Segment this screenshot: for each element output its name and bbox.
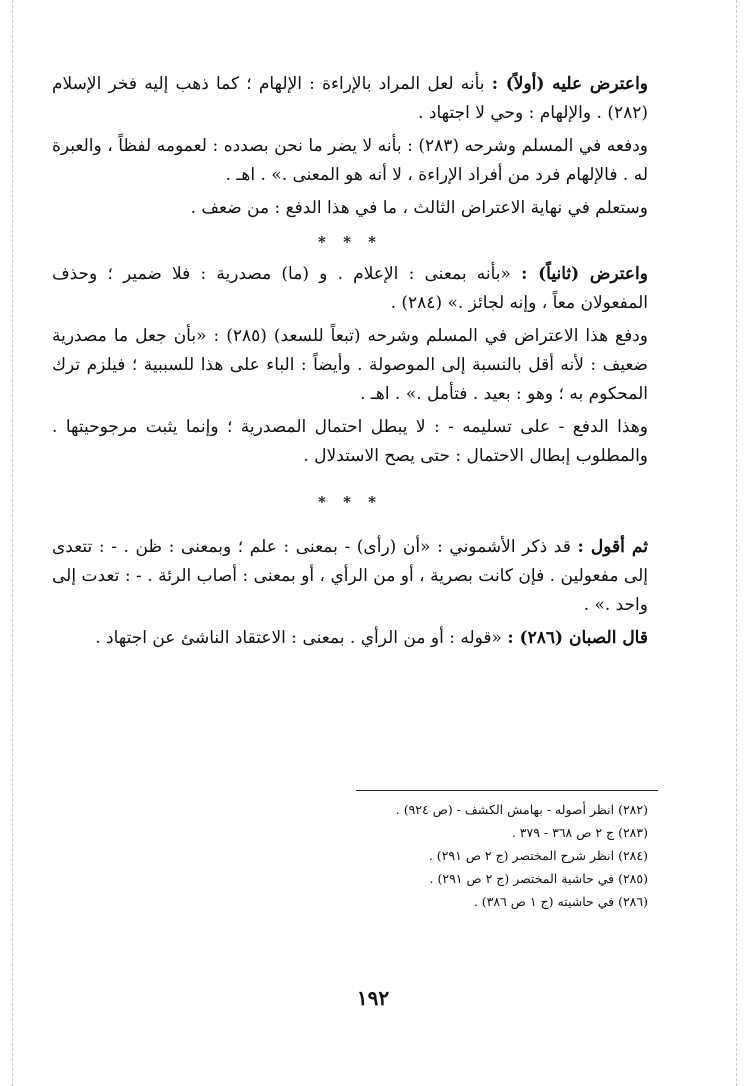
paragraph-text: بأنه لعل المراد بالإراءة : الإلهام ؛ كما ذهب إليه فخر الإسلام (٢٨٢) . والإلهام : وحي لا اجتهاد .: [52, 74, 648, 123]
paragraph-lead: واعترض عليه (أولاً) :: [491, 74, 648, 94]
paragraph-text: ودفعه في المسلم وشرحه (٢٨٣) : بأنه لا يضر ما نحن بصدده : لعمومه لفظاً ، والعبرة له . فالإلهام فرد من أفراد الإراءة ، لا أنه هو المعنى .» . اهـ .: [52, 136, 648, 185]
right-margin-guide: [736, 0, 737, 1086]
paragraph-rebuttal-first: [52, 132, 648, 190]
paragraph-sabban-quote: [52, 624, 648, 653]
paragraph-text: «قوله : أو من الرأي . بمعنى : الاعتقاد الناشئ عن اجتهاد .: [95, 628, 508, 648]
paragraph-critique: [52, 413, 648, 471]
paragraph-text: «بأنه بمعنى : الإعلام . و (ما) مصدرية : فلا ضمير ؛ وحذف المفعولان معاً ، وإنه لجائز .» (٢٨٤) .: [52, 264, 648, 313]
footnote-item: (٢٨٣) ج ٢ ص ٣٦٨ - ٣٧٩ .: [511, 825, 648, 840]
footnote-divider: [356, 790, 658, 791]
paragraph-lead: ثم أقول :: [577, 537, 648, 557]
paragraph-text: وهذا الدفع - على تسليمه - : لا يبطل احتمال المصدرية ؛ وإنما يثبت مرجوحيتها . والمطلوب إبطال الاحتمال : حتى يصح الاستدلال .: [52, 417, 648, 466]
paragraph-text: ودفع هذا الاعتراض في المسلم وشرحه (تبعاً للسعد) (٢٨٥) : «بأن جعل ما مصدرية ضعيف : لأنه أقل بالنسبة إلى الموصولة . وأيضاً : الباء على هذا للسببية ؛ فيلزم ترك المحكوم به ؛ وهو : بعيد . فتأمل .» . اهـ .: [52, 326, 648, 404]
footnote-item: (٢٨٢) انظر أصوله - بهامش الكشف - (ص ٩٢٤) .: [395, 802, 648, 817]
page-body: [52, 70, 648, 653]
paragraph-text: قد ذكر الأشموني : «أن (رأى) - بمعنى : علم ؛ وبمعنى : ظن . - : تتعدى إلى مفعولين . فإن كانت بصرية ، أو من الرأي ، أو بمعنى : أصاب الرئة . - : تعدت إلى واحد .» .: [52, 537, 648, 615]
paragraph-objection-second: [52, 260, 648, 318]
section-separator: * * *: [318, 233, 382, 251]
paragraph-objection-first: [52, 70, 648, 128]
page-number: ١٩٢: [356, 986, 390, 1010]
paragraph-note-weakness: [52, 194, 648, 223]
footnote-item: (٢٨٤) انظر شرح المختصر (ج ٢ ص ٢٩١) .: [428, 848, 648, 863]
footnote-item: (٢٨٦) في حاشيته (ج ١ ص ٣٨٦) .: [473, 894, 648, 909]
left-margin-guide: [12, 0, 13, 1086]
paragraph-lead: واعترض (ثانياً) :: [521, 264, 648, 284]
section-separator: * * *: [318, 493, 382, 511]
paragraph-rebuttal-second: [52, 322, 648, 409]
footnote-item: (٢٨٥) في حاشية المختصر (ج ٢ ص ٢٩١) .: [429, 871, 648, 886]
footnotes: [300, 798, 648, 913]
paragraph-author-view: [52, 533, 648, 620]
paragraph-lead: قال الصبان (٢٨٦) :: [507, 628, 648, 648]
paragraph-text: وستعلم في نهاية الاعتراض الثالث ، ما في هذا الدفع : من ضعف .: [190, 198, 648, 218]
